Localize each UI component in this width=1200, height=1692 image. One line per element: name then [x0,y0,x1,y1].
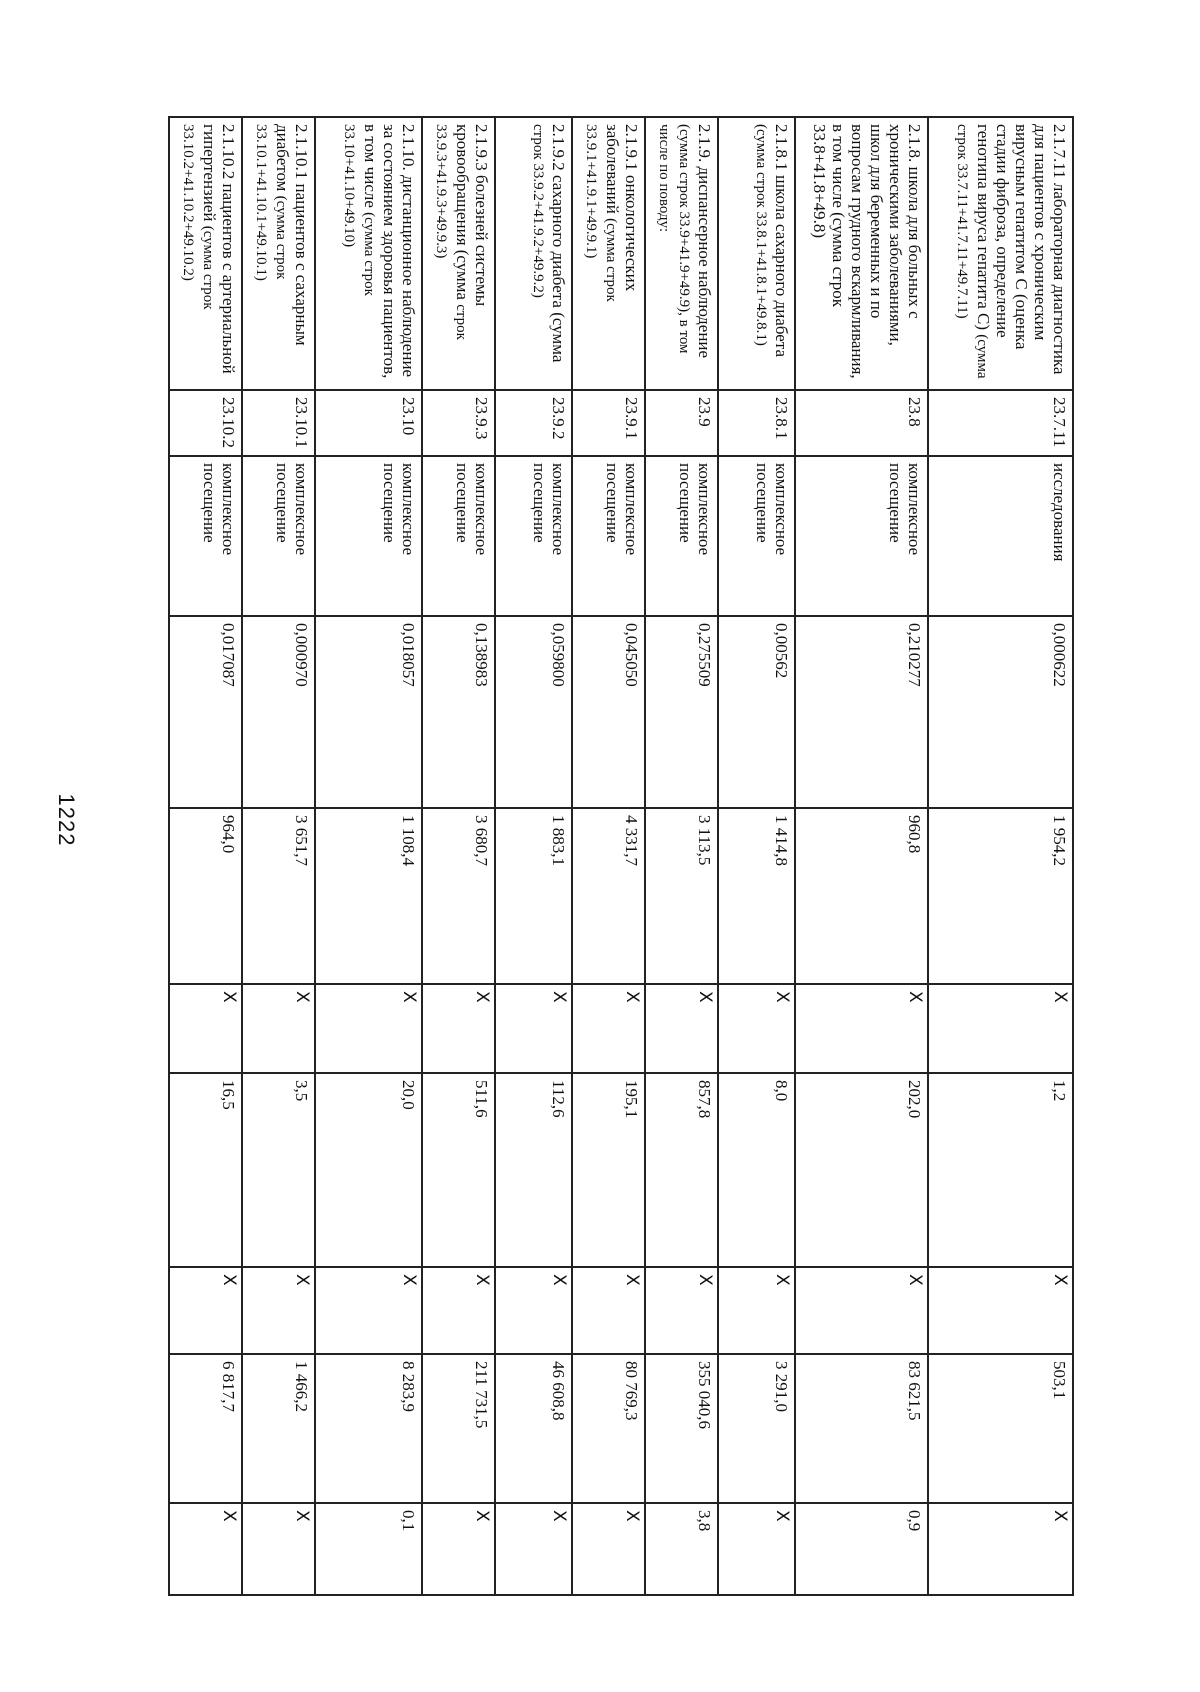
value-cell: 0,275509 [645,616,718,808]
row-name-cell [242,117,315,390]
row-name-text: 2.1.9. диспансерное наблюдение [694,124,714,359]
value-cell: 0,000970 [242,616,315,808]
value-cell: X [928,1267,1073,1354]
row-unit-cell: комплексное посещение [495,456,572,616]
value-cell: 0,138983 [422,616,495,808]
row-sum-note: строк 33.9.3+41.9.3+49.9.3) [433,124,470,340]
value-cell: X [718,1503,795,1595]
row-name-text: 2.1.10.2 пациентов с артериальной гипертензией [200,124,239,374]
row-code-cell: 23.9.2 [495,390,572,456]
value-cell: 1 466,2 [242,1354,315,1503]
row-code-cell: 23.9.1 [572,390,645,456]
value-cell: X [928,984,1073,1073]
value-cell: 202,0 [795,1073,929,1267]
table-row [315,117,422,1595]
row-unit-cell: исследования [928,456,1073,616]
row-code-cell: 23.8.1 [718,390,795,456]
value-cell: 3 113,5 [645,808,718,984]
value-cell: X [495,1267,572,1354]
row-unit-cell: комплексное посещение [315,456,422,616]
page-number: 1222 [54,793,79,847]
value-cell: 6 817,7 [169,1354,242,1503]
value-cell: X [795,984,929,1073]
value-cell: X [169,984,242,1073]
row-sum-note: (сумма строк 33.10.2+41.10.2+49.10.2) [180,124,217,310]
value-cell: X [242,1267,315,1354]
value-cell: 1,2 [928,1073,1073,1267]
row-name-cell [315,117,422,390]
value-cell: X [315,1267,422,1354]
value-cell: 0,9 [795,1503,929,1595]
row-name-text: 2.1.8. школа для больных с хроническими заболеваниями, школ для беременных и по вопросам грудного вскармливания, в том числе (сумма строк 33.8+41.8+49.8) [810,124,925,379]
value-cell: X [315,984,422,1073]
row-name-text: 2.1.10. дистанционное наблюдение за состоянием здоровья пациентов, в том числе [361,124,419,379]
value-cell: X [645,984,718,1073]
value-cell: X [718,984,795,1073]
row-code-cell: 23.10.1 [242,390,315,456]
row-name-cell [795,117,929,390]
value-cell: 3 680,7 [422,808,495,984]
row-name-text: 2.1.9.3 болезней системы кровообращения (сумма [453,124,492,307]
table-row [495,117,572,1595]
row-unit-cell: комплексное посещение [572,456,645,616]
row-code-cell: 23.9 [645,390,718,456]
value-cell: 3,5 [242,1073,315,1267]
value-cell: 3 291,0 [718,1354,795,1503]
value-cell: 857,8 [645,1073,718,1267]
row-name-text: 2.1.10.1 пациентов с сахарным диабетом [272,124,312,346]
row-name-cell [928,117,1073,390]
value-cell: X [572,1267,645,1354]
value-cell: 1 414,8 [718,808,795,984]
value-cell: 112,6 [495,1073,572,1267]
row-code-cell: 23.10 [315,390,422,456]
value-cell: X [928,1503,1073,1595]
value-cell: 1 954,2 [928,808,1073,984]
row-unit-cell: комплексное посещение [422,456,495,616]
value-cell: 46 608,8 [495,1354,572,1503]
row-name-cell [422,117,495,390]
value-cell: 4 331,7 [572,808,645,984]
value-cell: 0,018057 [315,616,422,808]
value-cell: X [718,1267,795,1354]
row-code-cell: 23.9.3 [422,390,495,456]
value-cell: X [242,984,315,1073]
value-cell: 511,6 [422,1073,495,1267]
value-cell: X [645,1267,718,1354]
row-name-text: 2.1.7.11 лабораторная диагностика для пациентов с хроническим вирусным гепатитом С (оценка стадии фиброза, определение генотипа вируса гепатита С) [973,124,1069,375]
table-row [795,117,929,1595]
row-name-cell [645,117,718,390]
row-sum-note: (сумма строк 33.10+41.10+49.10) [341,124,378,296]
value-cell: 355 040,6 [645,1354,718,1503]
value-cell: 8 283,9 [315,1354,422,1503]
value-cell: 0,045050 [572,616,645,808]
table-row [718,117,795,1595]
row-unit-cell: комплексное посещение [795,456,929,616]
value-cell: X [572,984,645,1073]
value-cell: X [169,1267,242,1354]
value-cell: 0,00562 [718,616,795,808]
value-cell: X [422,1267,495,1354]
row-sum-note: строк 33.9.2+41.9.2+49.9.2) [529,124,546,298]
row-name-cell [495,117,572,390]
value-cell: X [795,1267,929,1354]
value-cell: 960,8 [795,808,929,984]
row-code-cell: 23.7.11 [928,390,1073,456]
value-cell: 0,000622 [928,616,1073,808]
table-row [572,117,645,1595]
table-body [169,117,1073,1595]
value-cell: 195,1 [572,1073,645,1267]
table-row [169,117,242,1595]
value-cell: 0,017087 [169,616,242,808]
value-cell: 16,5 [169,1073,242,1267]
row-sum-note: (сумма строк 33.9+41.9+49.9), в том числе по поводу: [656,124,692,354]
row-name-text: 2.1.9.2 сахарного диабета (сумма [548,124,568,363]
value-cell: X [495,984,572,1073]
value-cell: X [169,1503,242,1595]
table-row [928,117,1073,1595]
value-cell: 1 108,4 [315,808,422,984]
value-cell: X [572,1503,645,1595]
value-cell: 80 769,3 [572,1354,645,1503]
value-cell: 20,0 [315,1073,422,1267]
table-row [242,117,315,1595]
row-sum-note: (сумма строк 33.10.1+41.10.1+49.10.1) [253,124,289,281]
value-cell: X [242,1503,315,1595]
table-row [645,117,718,1595]
row-name-cell [169,117,242,390]
row-unit-cell: комплексное посещение [718,456,795,616]
value-cell: 1 883,1 [495,808,572,984]
row-sum-note: (сумма строк 33.9.1+41.9.1+49.9.1) [583,124,619,302]
table-row [422,117,495,1595]
value-cell: 3 651,7 [242,808,315,984]
row-sum-note: (сумма строк 33.7.11+41.7.11+49.7.11) [954,124,990,379]
row-unit-cell: комплексное посещение [645,456,718,616]
value-cell: X [495,1503,572,1595]
row-unit-cell: комплексное посещение [169,456,242,616]
value-cell: X [422,1503,495,1595]
value-cell: 83 621,5 [795,1354,929,1503]
row-code-cell: 23.8 [795,390,929,456]
row-name-cell [718,117,795,390]
value-cell: 964,0 [169,808,242,984]
value-cell: 0,1 [315,1503,422,1595]
row-sum-note: (сумма строк 33.8.1+41.8.1+49.8.1) [752,124,769,346]
rotated-table-container [168,116,1074,1594]
value-cell: 3,8 [645,1503,718,1595]
value-cell: 211 731,5 [422,1354,495,1503]
row-name-text: 2.1.9.1 онкологических заболеваний [602,124,641,292]
value-cell: 0,210277 [795,616,929,808]
row-code-cell: 23.10.2 [169,390,242,456]
value-cell: 503,1 [928,1354,1073,1503]
value-cell: 8,0 [718,1073,795,1267]
value-cell: 0,059800 [495,616,572,808]
data-table [168,116,1074,1596]
value-cell: X [422,984,495,1073]
row-unit-cell: комплексное посещение [242,456,315,616]
row-name-cell [572,117,645,390]
row-name-text: 2.1.8.1 школа сахарного диабета [771,124,791,358]
